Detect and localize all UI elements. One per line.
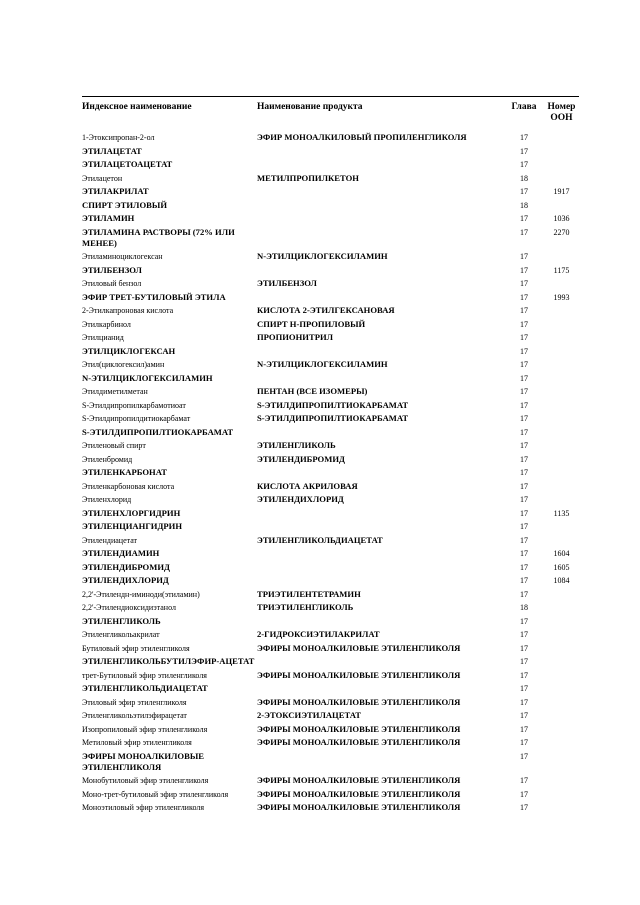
header-index-name: Индексное наименование	[82, 102, 192, 112]
table-row	[82, 358, 579, 372]
chapter-cell: 17	[520, 265, 528, 275]
index-name-cell: ЭТИЛЦИКЛОГЕКСАН	[82, 345, 176, 356]
chapter-cell: 17	[520, 441, 528, 450]
index-name-cell: ЭТИЛАКРИЛАТ	[82, 186, 149, 196]
product-name-cell: 2-ЭТОКСИЭТИЛАЦЕТАТ	[257, 710, 361, 720]
un-number-cell	[544, 534, 579, 548]
table-row	[82, 588, 579, 602]
table-row	[82, 291, 579, 305]
index-name-cell: ЭТИЛЕНДИХЛОРИД	[82, 575, 169, 585]
un-number-cell	[544, 199, 579, 213]
table-row	[82, 774, 579, 788]
index-name-cell: Этиловый бензол	[82, 279, 142, 288]
product-name-cell	[257, 264, 504, 278]
index-name-cell: S-ЭТИЛДИПРОПИЛТИОКАРБАМАТ	[82, 426, 234, 437]
table-row	[82, 185, 579, 199]
product-name-cell: ЭФИРЫ МОНОАЛКИЛОВЫЕ ЭТИЛЕНГЛИКОЛЯ	[257, 788, 461, 799]
un-number-cell	[544, 372, 579, 386]
product-name-cell: ЭТИЛЕНГЛИКОЛЬДИАЦЕТАТ	[257, 534, 383, 545]
chapter-cell: 17	[520, 789, 528, 799]
product-name-cell: 2-ГИДРОКСИЭТИЛАКРИЛАТ	[257, 629, 380, 639]
index-name-cell: Этилкарбинол	[82, 319, 131, 329]
un-number-cell	[544, 493, 579, 507]
table-row	[82, 642, 579, 656]
product-name-cell	[257, 226, 504, 251]
un-number-cell: 1917	[553, 187, 570, 196]
product-name-cell: ЭФИРЫ МОНОАЛКИЛОВЫЕ ЭТИЛЕНГЛИКОЛЯ	[257, 696, 461, 707]
chapter-cell: 17	[520, 657, 528, 666]
index-name-cell: ЭТИЛЕНДИБРОМИД	[82, 561, 170, 572]
table-row	[82, 750, 579, 775]
chapter-cell: 17	[520, 803, 528, 812]
chapter-cell: 17	[520, 214, 528, 223]
product-name-cell: ЭФИРЫ МОНОАЛКИЛОВЫЕ ЭТИЛЕНГЛИКОЛЯ	[257, 642, 461, 653]
un-number-cell	[544, 655, 579, 669]
table-row	[82, 655, 579, 669]
un-number-cell	[544, 736, 579, 750]
un-number-cell	[544, 426, 579, 440]
table-row	[82, 158, 579, 172]
index-name-cell: S-Этилдипропилкарбамотиоат	[82, 400, 186, 410]
table-row	[82, 212, 579, 226]
un-number-cell	[544, 277, 579, 291]
index-name-cell: Этилцианид	[82, 333, 124, 342]
un-number-cell	[544, 385, 579, 399]
un-number-cell	[544, 601, 579, 615]
product-name-cell	[257, 655, 504, 669]
un-number-cell	[544, 358, 579, 372]
table-row	[82, 628, 579, 642]
un-number-cell: 1604	[553, 549, 570, 558]
chapter-cell: 17	[520, 333, 528, 342]
chapter-cell: 17	[520, 776, 528, 785]
un-number-cell	[544, 669, 579, 683]
un-number-cell	[544, 158, 579, 172]
product-name-cell: ЭФИРЫ МОНОАЛКИЛОВЫЕ ЭТИЛЕНГЛИКОЛЯ	[257, 669, 461, 680]
un-number-cell	[544, 304, 579, 318]
index-name-cell: S-Этилдипропилдитиокарбамат	[82, 414, 191, 423]
table-row	[82, 696, 579, 710]
table-row	[82, 736, 579, 750]
un-number-cell	[544, 453, 579, 467]
un-number-cell	[544, 480, 579, 494]
product-name-cell: N-ЭТИЛЦИКЛОГЕКСИЛАМИН	[257, 359, 388, 369]
table-row	[82, 426, 579, 440]
product-name-cell: СПИРТ Н-ПРОПИЛОВЫЙ	[257, 318, 366, 329]
index-table	[82, 97, 579, 815]
un-number-cell	[544, 615, 579, 629]
un-number-cell	[544, 172, 579, 186]
table-row	[82, 131, 579, 145]
table-row	[82, 250, 579, 264]
product-name-cell	[257, 561, 504, 575]
table-row	[82, 439, 579, 453]
product-name-cell	[257, 466, 504, 480]
index-name-cell: трет-Бутиловый эфир этиленгликоля	[82, 670, 207, 680]
index-name-cell: Этилендиацетат	[82, 535, 138, 545]
chapter-cell: 17	[520, 751, 528, 761]
product-name-cell	[257, 574, 504, 588]
index-name-cell: ЭФИРЫ МОНОАЛКИЛОВЫЕ ЭТИЛЕНГЛИКОЛЯ	[82, 750, 205, 772]
table-row	[82, 453, 579, 467]
index-name-cell: Этиловый эфир этиленгликоля	[82, 697, 187, 707]
product-name-cell	[257, 750, 504, 775]
product-name-cell	[257, 291, 504, 305]
un-number-cell	[544, 250, 579, 264]
table-row	[82, 601, 579, 615]
index-name-cell: ЭТИЛЕНЦИАНГИДРИН	[82, 521, 183, 531]
chapter-cell: 17	[520, 146, 528, 156]
index-name-cell: Этиламиноциклогексан	[82, 252, 163, 261]
index-name-cell: ЭТИЛЕНГЛИКОЛЬДИАЦЕТАТ	[82, 683, 208, 693]
index-name-cell: Этиленкарбоновая кислота	[82, 481, 175, 491]
chapter-cell: 17	[520, 319, 528, 329]
table-row	[82, 331, 579, 345]
index-name-cell: ЭФИР ТРЕТ-БУТИЛОВЫЙ ЭТИЛА	[82, 291, 226, 302]
chapter-cell: 17	[520, 400, 528, 410]
product-name-cell	[257, 212, 504, 226]
un-number-cell	[544, 318, 579, 332]
header-un-number: Номер ООН	[547, 102, 576, 123]
product-name-cell	[257, 615, 504, 629]
chapter-cell: 17	[520, 670, 528, 680]
header-product-name: Наименование продукта	[257, 102, 363, 112]
chapter-cell: 17	[520, 279, 528, 288]
chapter-cell: 18	[520, 603, 528, 612]
table-row	[82, 493, 579, 507]
un-number-cell	[544, 439, 579, 453]
chapter-cell: 17	[520, 346, 528, 356]
product-name-cell	[257, 158, 504, 172]
table-row	[82, 682, 579, 696]
table-row	[82, 226, 579, 251]
table-row	[82, 172, 579, 186]
table-row	[82, 372, 579, 386]
un-number-cell: 1135	[553, 508, 570, 518]
chapter-cell: 17	[520, 387, 528, 396]
product-name-cell: ЭФИРЫ МОНОАЛКИЛОВЫЕ ЭТИЛЕНГЛИКОЛЯ	[257, 723, 461, 734]
product-name-cell: ЭТИЛЕНДИБРОМИД	[257, 453, 345, 464]
product-name-cell: ПРОПИОНИТРИЛ	[257, 332, 334, 342]
index-name-cell: ЭТИЛАМИНА РАСТВОРЫ (72% ИЛИ МЕНЕЕ)	[82, 226, 235, 248]
product-name-cell: ЭФИРЫ МОНОАЛКИЛОВЫЕ ЭТИЛЕНГЛИКОЛЯ	[257, 802, 461, 812]
un-number-cell	[544, 345, 579, 359]
product-name-cell: N-ЭТИЛЦИКЛОГЕКСИЛАМИН	[257, 251, 388, 261]
chapter-cell: 18	[520, 200, 528, 210]
un-number-cell: 2270	[553, 227, 570, 237]
index-name-cell: ЭТИЛАМИН	[82, 213, 135, 223]
table-row	[82, 480, 579, 494]
chapter-cell: 17	[520, 373, 528, 383]
table-row	[82, 788, 579, 802]
un-number-cell	[544, 628, 579, 642]
chapter-cell: 17	[520, 414, 528, 423]
header-chapter: Глава	[511, 102, 537, 112]
chapter-cell: 18	[520, 173, 528, 183]
un-number-cell: 1036	[553, 214, 570, 223]
table-row	[82, 709, 579, 723]
product-name-cell	[257, 520, 504, 534]
chapter-cell: 17	[520, 468, 528, 477]
index-name-cell: Этиленовый спирт	[82, 441, 146, 450]
product-name-cell: КИСЛОТА АКРИЛОВАЯ	[257, 480, 358, 491]
chapter-cell: 17	[520, 454, 528, 464]
product-name-cell	[257, 199, 504, 213]
table-row	[82, 507, 579, 521]
chapter-cell: 17	[520, 643, 528, 653]
product-name-cell: ЭТИЛЕНГЛИКОЛЬ	[257, 440, 336, 450]
chapter-cell: 17	[520, 738, 528, 747]
product-name-cell: S-ЭТИЛДИПРОПИЛТИОКАРБАМАТ	[257, 413, 409, 423]
index-sheet	[82, 96, 579, 815]
product-name-cell: МЕТИЛПРОПИЛКЕТОН	[257, 172, 359, 183]
table-row	[82, 277, 579, 291]
product-name-cell: ЭФИРЫ МОНОАЛКИЛОВЫЕ ЭТИЛЕНГЛИКОЛЯ	[257, 775, 461, 785]
product-name-cell: S-ЭТИЛДИПРОПИЛТИОКАРБАМАТ	[257, 399, 409, 410]
table-row	[82, 412, 579, 426]
index-name-cell: Монобутиловый эфир этиленгликоля	[82, 776, 209, 785]
product-name-cell: ЭТИЛБЕНЗОЛ	[257, 278, 317, 288]
un-number-cell	[544, 399, 579, 413]
product-name-cell: ТРИЭТИЛЕНГЛИКОЛЬ	[257, 602, 354, 612]
index-name-cell: Моно-трет-бутиловый эфир этиленгликоля	[82, 789, 229, 799]
chapter-cell: 17	[520, 711, 528, 720]
index-name-cell: Метиловый эфир этиленгликоля	[82, 738, 192, 747]
index-name-cell: ЭТИЛЕНГЛИКОЛЬ	[82, 615, 161, 626]
product-name-cell	[257, 547, 504, 561]
product-name-cell	[257, 185, 504, 199]
chapter-cell: 17	[520, 522, 528, 531]
chapter-cell: 17	[520, 292, 528, 302]
table-row	[82, 145, 579, 159]
product-name-cell: КИСЛОТА 2-ЭТИЛГЕКСАНОВАЯ	[257, 305, 395, 315]
chapter-cell: 17	[520, 576, 528, 585]
index-name-cell: ЭТИЛАЦЕТОАЦЕТАТ	[82, 159, 173, 169]
index-name-cell: Этиленгликольэтилэфирацетат	[82, 711, 187, 720]
chapter-cell: 17	[520, 495, 528, 504]
index-name-cell: ЭТИЛАЦЕТАТ	[82, 145, 142, 156]
table-row	[82, 520, 579, 534]
index-name-cell: ЭТИЛЕНХЛОРГИДРИН	[82, 507, 181, 518]
index-name-cell: 2,2'-Этилендн-иминоди(этиламин)	[82, 589, 200, 599]
chapter-cell: 17	[520, 160, 528, 169]
chapter-cell: 17	[520, 684, 528, 693]
chapter-cell: 17	[520, 427, 528, 437]
table-row	[82, 385, 579, 399]
index-name-cell: N-ЭТИЛЦИКЛОГЕКСИЛАМИН	[82, 372, 213, 383]
chapter-cell: 17	[520, 133, 528, 142]
product-name-cell: ПЕНТАН (ВСЕ ИЗОМЕРЫ)	[257, 386, 368, 396]
un-number-cell	[544, 642, 579, 656]
chapter-cell: 17	[520, 535, 528, 545]
index-name-cell: Изопропиловый эфир этиленгликоля	[82, 724, 208, 734]
table-row	[82, 264, 579, 278]
un-number-cell	[544, 131, 579, 145]
chapter-cell: 17	[520, 306, 528, 315]
un-number-cell: 1605	[553, 562, 570, 572]
table-row	[82, 615, 579, 629]
chapter-cell: 17	[520, 481, 528, 491]
chapter-cell: 17	[520, 252, 528, 261]
un-number-cell	[544, 412, 579, 426]
index-name-cell: ЭТИЛЕНКАРБОНАТ	[82, 467, 167, 477]
un-number-cell	[544, 696, 579, 710]
table-body	[82, 131, 579, 815]
chapter-cell: 17	[520, 227, 528, 237]
un-number-cell	[544, 801, 579, 815]
table-row	[82, 199, 579, 213]
index-name-cell: ЭТИЛБЕНЗОЛ	[82, 264, 142, 275]
un-number-cell	[544, 709, 579, 723]
un-number-cell: 1993	[553, 292, 570, 302]
table-row	[82, 561, 579, 575]
index-name-cell: ЭТИЛЕНДИАМИН	[82, 548, 160, 558]
product-name-cell: ЭТИЛЕНДИХЛОРИД	[257, 494, 344, 504]
product-name-cell	[257, 426, 504, 440]
un-number-cell	[544, 788, 579, 802]
un-number-cell	[544, 520, 579, 534]
un-number-cell	[544, 466, 579, 480]
product-name-cell	[257, 507, 504, 521]
un-number-cell	[544, 774, 579, 788]
un-number-cell: 1084	[553, 576, 570, 585]
table-row	[82, 801, 579, 815]
index-name-cell: ЭТИЛЕНГЛИКОЛЬБУТИЛЭФИР-АЦЕТАТ	[82, 656, 255, 666]
index-name-cell: СПИРТ ЭТИЛОВЫЙ	[82, 199, 167, 210]
un-number-cell	[544, 750, 579, 775]
index-name-cell: Этилацетон	[82, 173, 123, 183]
un-number-cell	[544, 682, 579, 696]
un-number-cell	[544, 331, 579, 345]
table-row	[82, 547, 579, 561]
product-name-cell: ТРИЭТИЛЕНТЕТРАМИН	[257, 588, 361, 599]
product-name-cell: ЭФИР МОНОАЛКИЛОВЫЙ ПРОПИЛЕНГЛИКОЛЯ	[257, 132, 467, 142]
chapter-cell: 17	[520, 697, 528, 707]
chapter-cell: 17	[520, 549, 528, 558]
product-name-cell: ЭФИРЫ МОНОАЛКИЛОВЫЕ ЭТИЛЕНГЛИКОЛЯ	[257, 737, 461, 747]
un-number-cell: 1175	[553, 265, 570, 275]
chapter-cell: 17	[520, 562, 528, 572]
table-row	[82, 574, 579, 588]
index-name-cell: Этиленхлорид	[82, 495, 132, 504]
table-row	[82, 318, 579, 332]
index-name-cell: Бутиловый эфир этиленгликоля	[82, 643, 190, 653]
table-row	[82, 723, 579, 737]
product-name-cell	[257, 345, 504, 359]
table-row	[82, 534, 579, 548]
chapter-cell: 17	[520, 724, 528, 734]
index-name-cell: Этилдиметилметан	[82, 387, 148, 396]
chapter-cell: 17	[520, 616, 528, 626]
chapter-cell: 17	[520, 630, 528, 639]
product-name-cell	[257, 145, 504, 159]
chapter-cell: 17	[520, 589, 528, 599]
un-number-cell	[544, 588, 579, 602]
chapter-cell: 17	[520, 187, 528, 196]
product-name-cell	[257, 682, 504, 696]
index-name-cell: Моноэтиловый эфир этиленгликоля	[82, 803, 205, 812]
table-header	[82, 97, 579, 131]
un-number-cell	[544, 723, 579, 737]
table-row	[82, 345, 579, 359]
chapter-cell: 17	[520, 360, 528, 369]
table-row	[82, 304, 579, 318]
index-name-cell: Этил(циклогексил)амин	[82, 360, 165, 369]
chapter-cell: 17	[520, 508, 528, 518]
index-name-cell: 2-Этилкапроновая кислота	[82, 306, 174, 315]
index-name-cell: 2,2'-Этилендиоксидиэтанол	[82, 603, 176, 612]
un-number-cell	[544, 145, 579, 159]
table-row	[82, 466, 579, 480]
index-name-cell: 1-Этоксипропан-2-ол	[82, 133, 155, 142]
index-name-cell: Этиленбромид	[82, 454, 133, 464]
table-row	[82, 669, 579, 683]
index-name-cell: Этиленгликольакрилат	[82, 630, 160, 639]
product-name-cell	[257, 372, 504, 386]
table-row	[82, 399, 579, 413]
